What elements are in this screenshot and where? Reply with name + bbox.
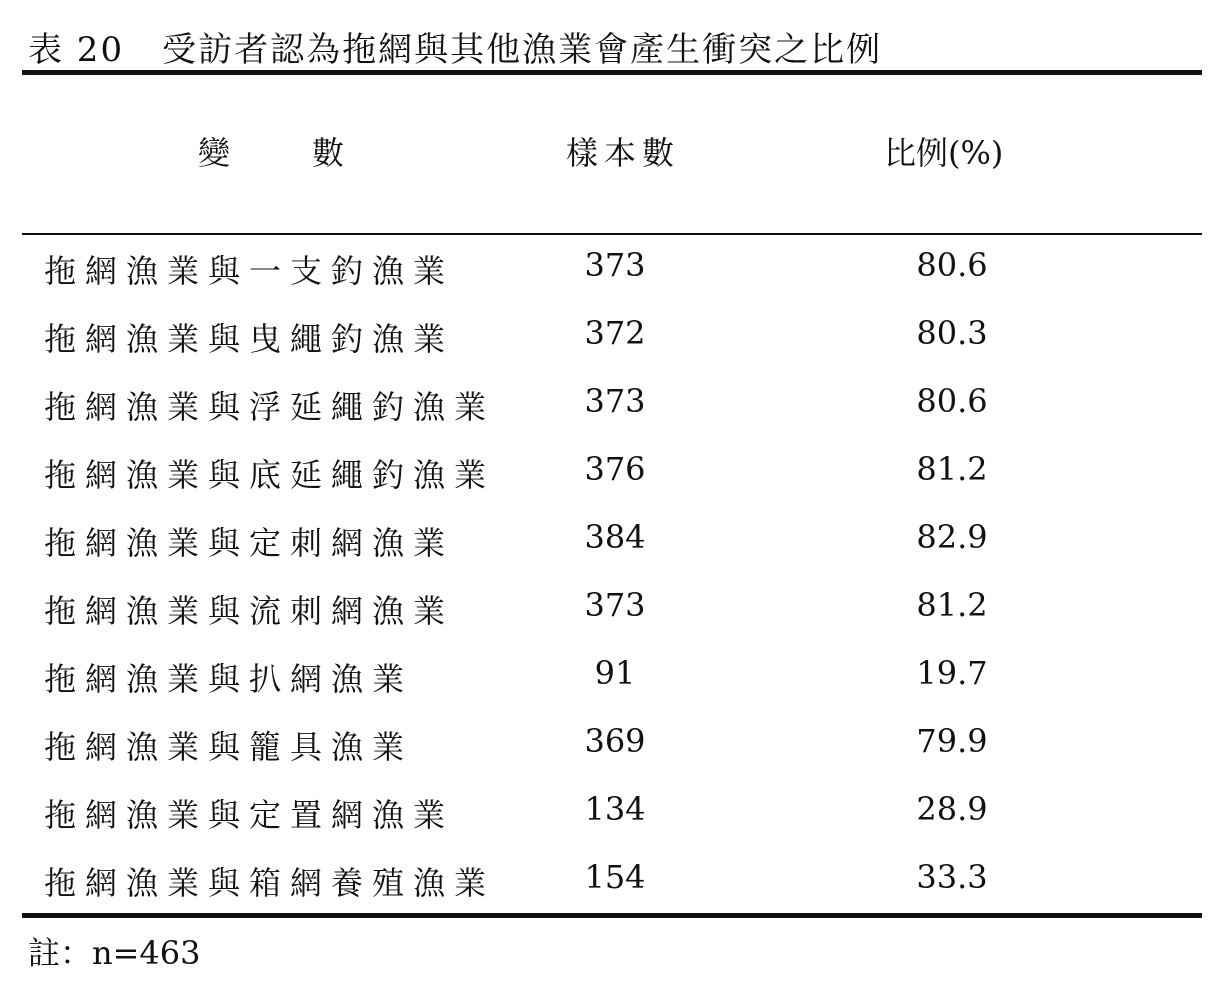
- row-variable: 拖網漁業與扒網漁業: [44, 660, 414, 698]
- row-sample-count: 369: [584, 722, 646, 760]
- row-ratio: 81.2: [916, 450, 988, 488]
- table-row: [0, 244, 1213, 312]
- table-row: [0, 720, 1213, 788]
- row-sample-count: 154: [584, 858, 646, 896]
- row-sample-count: 384: [584, 518, 646, 556]
- row-ratio: 81.2: [916, 586, 988, 624]
- row-ratio: 80.6: [916, 246, 988, 284]
- row-variable: 拖網漁業與定置網漁業: [44, 796, 455, 834]
- table-title: 受訪者認為拖網與其他漁業會產生衝突之比例: [162, 30, 883, 70]
- top-rule: [22, 70, 1202, 75]
- row-sample-count: 372: [584, 314, 646, 352]
- row-ratio: 33.3: [916, 858, 988, 896]
- row-variable: 拖網漁業與定刺網漁業: [44, 524, 455, 562]
- table-note: 註：n=463: [28, 934, 201, 972]
- row-ratio: 79.9: [916, 722, 988, 760]
- row-variable: 拖網漁業與流刺網漁業: [44, 592, 455, 630]
- row-ratio: 82.9: [916, 518, 988, 556]
- row-variable: 拖網漁業與浮延繩釣漁業: [44, 388, 496, 426]
- row-sample-count: 373: [584, 382, 646, 420]
- row-sample-count: 376: [584, 450, 646, 488]
- row-variable: 拖網漁業與籠具漁業: [44, 728, 414, 766]
- header-variable: 變數: [198, 134, 427, 172]
- row-ratio: 19.7: [916, 654, 988, 692]
- row-variable: 拖網漁業與箱網養殖漁業: [44, 864, 496, 902]
- row-variable: 拖網漁業與曳繩釣漁業: [44, 320, 455, 358]
- table-caption: [28, 22, 882, 71]
- table-row: [0, 312, 1213, 380]
- row-ratio: 80.3: [916, 314, 988, 352]
- header-rule: [22, 233, 1202, 235]
- table-row: [0, 380, 1213, 448]
- row-variable: 拖網漁業與底延繩釣漁業: [44, 456, 496, 494]
- header-sample-count: 樣本數: [566, 134, 681, 172]
- row-ratio: 80.6: [916, 382, 988, 420]
- bottom-rule: [22, 913, 1202, 918]
- table-row: [0, 584, 1213, 652]
- table-header: [0, 128, 1213, 178]
- header-ratio: 比例(%): [884, 134, 1004, 172]
- row-sample-count: 91: [594, 654, 636, 692]
- row-sample-count: 134: [584, 790, 646, 828]
- table-row: [0, 788, 1213, 856]
- table-label: 表 20: [28, 30, 125, 70]
- table-row: [0, 516, 1213, 584]
- row-ratio: 28.9: [916, 790, 988, 828]
- table-body: [0, 244, 1213, 924]
- row-variable: 拖網漁業與一支釣漁業: [44, 252, 455, 290]
- table-row: [0, 448, 1213, 516]
- table-row: [0, 652, 1213, 720]
- row-sample-count: 373: [584, 586, 646, 624]
- row-sample-count: 373: [584, 246, 646, 284]
